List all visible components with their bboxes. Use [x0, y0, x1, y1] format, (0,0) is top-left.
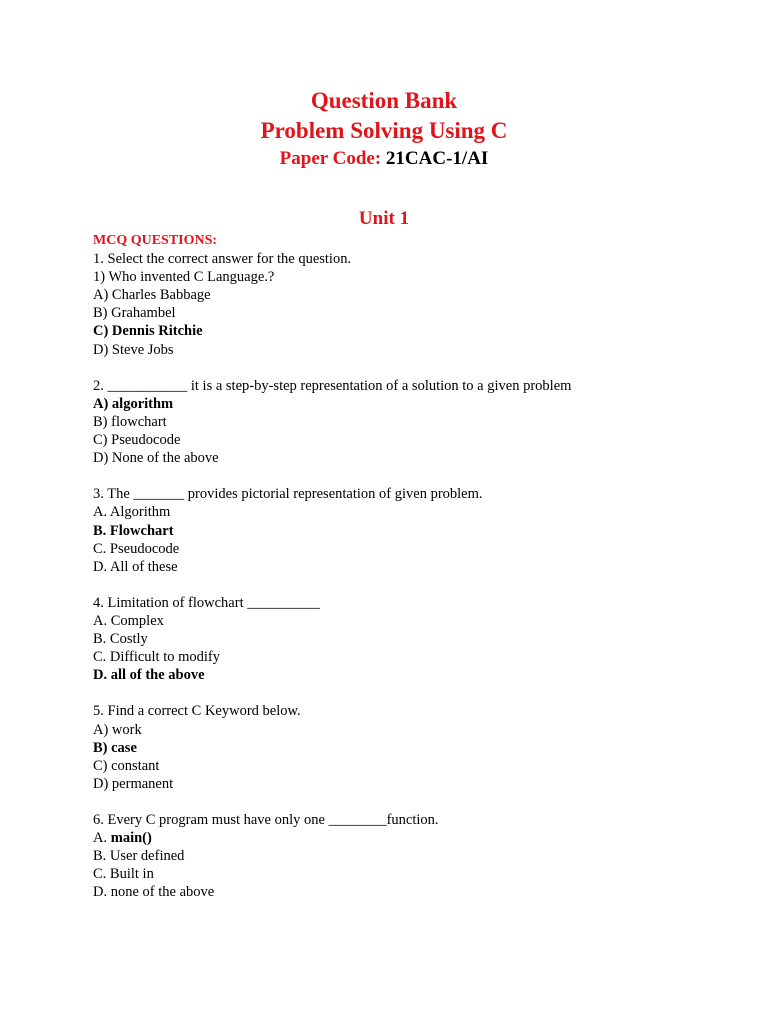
question-list [93, 232, 733, 901]
section-label: MCQ QUESTIONS: [93, 233, 218, 248]
option: A) Charles Babbage [93, 287, 211, 304]
paper-code-label: Paper Code: [279, 148, 382, 169]
option: C) constant [93, 757, 160, 774]
question-text: 3. The _______ provides pictorial representation of given problem. [93, 486, 483, 503]
option: A. Complex [93, 612, 164, 629]
question-text: 4. Limitation of flowchart __________ [93, 594, 320, 611]
option: A. Algorithm [93, 504, 171, 521]
option: C. Built in [93, 866, 154, 883]
correct-option: B) case [93, 739, 137, 756]
question-text: 6. Every C program must have only one ________function. [93, 812, 439, 828]
correct-answer: main() [110, 830, 152, 847]
question-text: 5. Find a correct C Keyword below. [93, 703, 301, 720]
option: B) flowchart [93, 413, 167, 430]
option: D) Steve Jobs [93, 341, 174, 358]
instruction-text: 1. Select the correct answer for the question. [93, 251, 352, 268]
correct-option: C) Dennis Ritchie [93, 323, 203, 340]
option: D. All of these [93, 558, 178, 575]
course-title: Problem Solving Using C [260, 118, 508, 143]
option: B) Grahambel [93, 305, 176, 322]
option: A) work [93, 721, 142, 738]
paper-code-value: 21CAC-1/AI [385, 148, 489, 169]
option: C) Pseudocode [93, 432, 181, 449]
paper-code [0, 148, 768, 170]
correct-option: D. all of the above [93, 667, 205, 684]
option: D) permanent [93, 775, 174, 792]
option: C. Difficult to modify [93, 649, 221, 666]
correct-option: B. Flowchart [93, 522, 174, 539]
unit-heading: Unit 1 [358, 208, 410, 229]
option: D. none of the above [93, 884, 215, 901]
option: C. Pseudocode [93, 540, 180, 557]
option-prefix: A. [93, 830, 111, 847]
option [93, 829, 733, 847]
option: B. Costly [93, 631, 148, 648]
question-text: 1) Who invented C Language.? [93, 269, 275, 286]
option: B. User defined [93, 848, 185, 865]
option: D) None of the above [93, 450, 219, 467]
document-title: Question Bank [310, 88, 458, 113]
question-text: 2. ___________ it is a step-by-step representation of a solution to a given problem [93, 377, 572, 394]
correct-option: A) algorithm [93, 395, 174, 412]
